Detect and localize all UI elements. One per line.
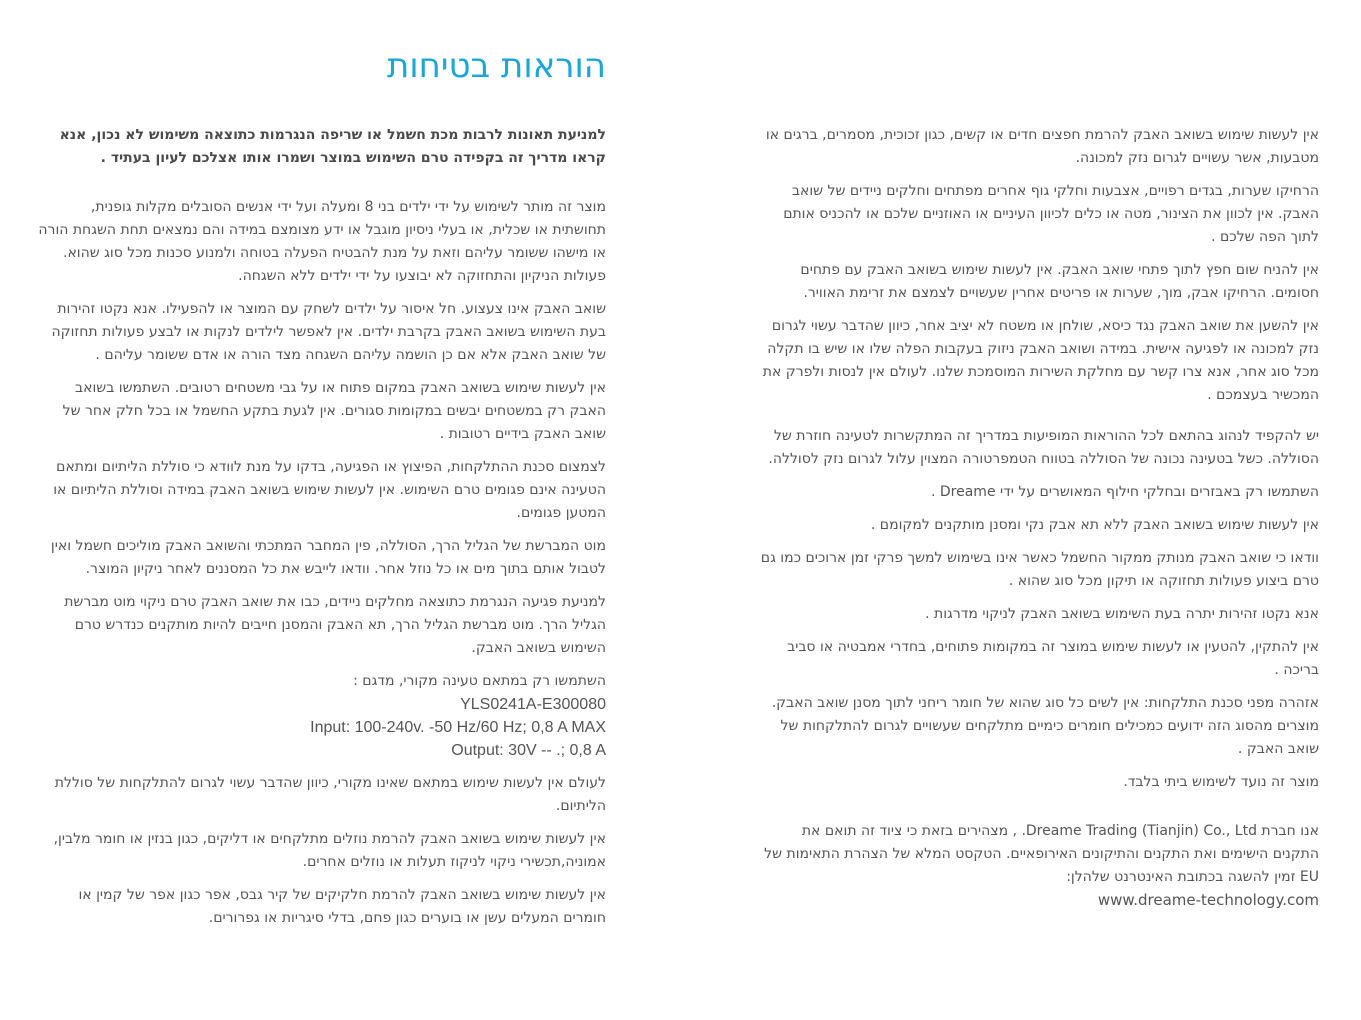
safety-paragraph: אין לעשות שימוש בשואב האבק להרמת חפצים חדים או קשים, כגון זכוכית, מסמרים, ברגים או מטבעות, אשר עשויים לגרום נזק למכונה.	[765, 127, 1319, 166]
safety-paragraph: אין להשען את שואב האבק נגד כיסא, שולחן או משטח לא יציב אחר, כיוון שהדבר עשוי לגרום נזק למכונה או לפגיעה אישית. במידה ושואב האבק ניזוק בעקבות הפלה שלו או שיש בו תקלה מכל סוג אחר, אנא צרו קשר עם מחלקת השירות המוסמכת שלנו. לעולם אין לנסות ולפרק את המכשיר בעצמכם .	[762, 318, 1319, 403]
declaration-body: אנו חברת Dreame Trading (Tianjin) Co., Ltd. , מצהירים בזאת כי ציוד זה תואם את התקנים הישימים ואת התקנים והתיקונים האירופאיים. הטקסט המלא של הצהרת התאימות של EU זמין להשגה בכתובת האינטרנט שלהלן:	[764, 823, 1319, 885]
declaration-text	[752, 820, 1319, 912]
safety-paragraph: אין לעשות שימוש בשואב האבק במקום פתוח או על גבי משטחים רטובים. השתמשו בשואב האבק רק במשטחים יבשים במקומות סגורים. אין לגעת בתקע החשמל או בכל חלק אחר של שואב האבק בידיים רטובות .	[62, 380, 606, 442]
adapter-model: YLS0241A-E300080	[460, 696, 606, 713]
safety-paragraph: לצמצום סכנת ההתלקחות, הפיצוץ או הפגיעה, בדקו על מנת לוודא כי סוללת הליתיום ומתאם הטעינה אינם פגומים טרם השימוש. אין לעשות שימוש בשואב האבק במידה וסוללת הליתיום או המטען פגומים.	[53, 459, 606, 521]
adapter-spec	[36, 670, 606, 762]
intro-warning: למניעת תאונות לרבות מכת חשמל או שריפה הנגרמות כתוצאה משימוש לא נכון, אנא קראו מדריך זה בקפידה טרם השימוש במוצר ושמרו אותו אצלכם לעיון בעתיד .	[59, 127, 606, 166]
adapter-output: Output: 30V -- .; 0,8 A	[451, 742, 606, 759]
safety-paragraph: אין לעשות שימוש בשואב האבק ללא תא אבק נקי ומסנן מותקנים למקומם .	[870, 517, 1319, 533]
right-column	[752, 124, 1319, 922]
safety-paragraph: מוט המברשת של הגליל הרך, הסוללה, פין המחבר המתכתי והשואב האבק מוליכים חשמל ואין לטבול אותם בתוך מים או כל נוזל אחר. וודאו לייבש את כל המסננים לאחר ניקיון המוצר.	[50, 538, 606, 577]
safety-paragraph: אזהרה מפני סכנת התלקחות: אין לשים כל סוג שהוא של חומר ריחני לתוך מסנן שואב האבק. מוצרים מהסוג הזה ידועים כמכילים חומרים כימיים מתלקחים שעשויים לגרום להתלקחות של שואב האבק .	[771, 695, 1319, 757]
safety-paragraph: אין לעשות שימוש בשואב האבק להרמת חלקיקים של קיר גבס, אפר כגון אפר של קמין או חומרים המעלים עשן או בוערים כגון פחם, בדלי סיגריות או גפרורים.	[78, 887, 606, 926]
page-title: הוראות בטיחות	[387, 46, 606, 86]
website-url: www.dreame-technology.com	[1097, 891, 1319, 909]
safety-paragraph: אין להניח שום חפץ לתוך פתחי שואב האבק. אין לעשות שימוש בשואב האבק עם פתחים חסומים. הרחיקו אבק, מוך, שערות או פריטים אחרין שעשויים לצמצם את זרימת האוויר.	[800, 262, 1319, 301]
safety-paragraph: אנא נקטו זהירות יתרה בעת השימוש בשואב האבק לניקוי מדרגות .	[925, 606, 1319, 622]
safety-paragraph: לעולם אין לעשות שימוש במתאם שאינו מקורי, כיוון שהדבר עשוי לגרום להתלקחות של סוללת הליתיום.	[54, 775, 606, 814]
safety-paragraph: הרחיקו שערות, בגדים רפויים, אצבעות וחלקי גוף אחרים מפתחים וחלקים ניידים של שואב האבק. אין לכוון את הצינור, מטה או כלים לכיוון העיניים או האוזניים שלכם או להכניס אותם לתוך הפה שלכם .	[783, 183, 1319, 245]
adapter-spec-label: השתמשו רק במתאם טעינה מקורי, מדגם :	[353, 673, 606, 689]
safety-paragraph: מוצר זה מותר לשימוש על ידי ילדים בני 8 ומעלה ועל ידי אנשים הסובלים מקלות גופנית, תחושתית או שכלית, או בעלי ניסיון מוגבל או ידע מצומצם במידה והם נמצאים תחת השגחת הורה או מישהו ששומר עליהם וזאת על מנת להבטיח הפעלה בטוחה ולמנוע סכנות מכל סוג שהוא. פעולות הניקיון והתחזוקה לא יבוצעו על ידי ילדים ללא השגחה.	[38, 199, 606, 284]
left-column	[36, 124, 606, 940]
safety-paragraph: שואב האבק אינו צעצוע. חל איסור על ילדים לשחק עם המוצר או להפעילו. אנא נקטו זהירות בעת השימוש בשואב האבק בקרבת ילדים. אין לאפשר לילדים לנקות או לבצע פעולות תחזוקה של שואב האבק אלא אם כן הושמה עליהם השגחה מצד הורה או אדם ששומר עליהם .	[51, 301, 606, 363]
safety-paragraph: מוצר זה נועד לשימוש ביתי בלבד.	[1123, 774, 1319, 790]
safety-paragraph: יש להקפיד לנהוג בהתאם לכל ההוראות המופיעות במדריך זה המתקשרות לטעינה חוזרת של הסוללה. כשל בטעינה נכונה של הסוללה בטווח הטמפרטורה המצוין עלול לגרום נזק לסוללה.	[768, 428, 1319, 467]
safety-paragraph: למניעת פגיעה הנגרמת כתוצאה מחלקים ניידים, כבו את שואב האבק טרם ניקוי מוט מברשת הגליל הרך. מוט מברשת הגליל הרך, תא האבק והמסנן חייבים להיות מותקנים כנדרש טרם השימוש בשואב האבק.	[64, 594, 606, 656]
adapter-input: Input: 100-240v. -50 Hz/60 Hz; 0,8 A MAX	[310, 719, 606, 736]
safety-paragraph: השתמשו רק באבזרים ובחלקי חילוף המאושרים על ידי Dreame .	[930, 484, 1319, 500]
safety-paragraph: אין לעשות שימוש בשואב האבק להרמת נוזלים מתלקחים או דליקים, כגון בנזין או חומר מלבין, אמוניה,תכשירי ניקוי לניקוז תעלות או נוזלים אחרים.	[53, 831, 606, 870]
safety-paragraph: אין להתקין, להטעין או לעשות שימוש במוצר זה במקומות פתוחים, בחדרי אמבטיה או סביב בריכה .	[787, 639, 1319, 678]
safety-paragraph: וודאו כי שואב האבק מנותק ממקור החשמל כאשר אינו בשימוש למשך פרקי זמן ארוכים כמו גם טרם ביצוע פעולות תחזוקה או תיקון מכל סוג שהוא .	[760, 550, 1319, 589]
